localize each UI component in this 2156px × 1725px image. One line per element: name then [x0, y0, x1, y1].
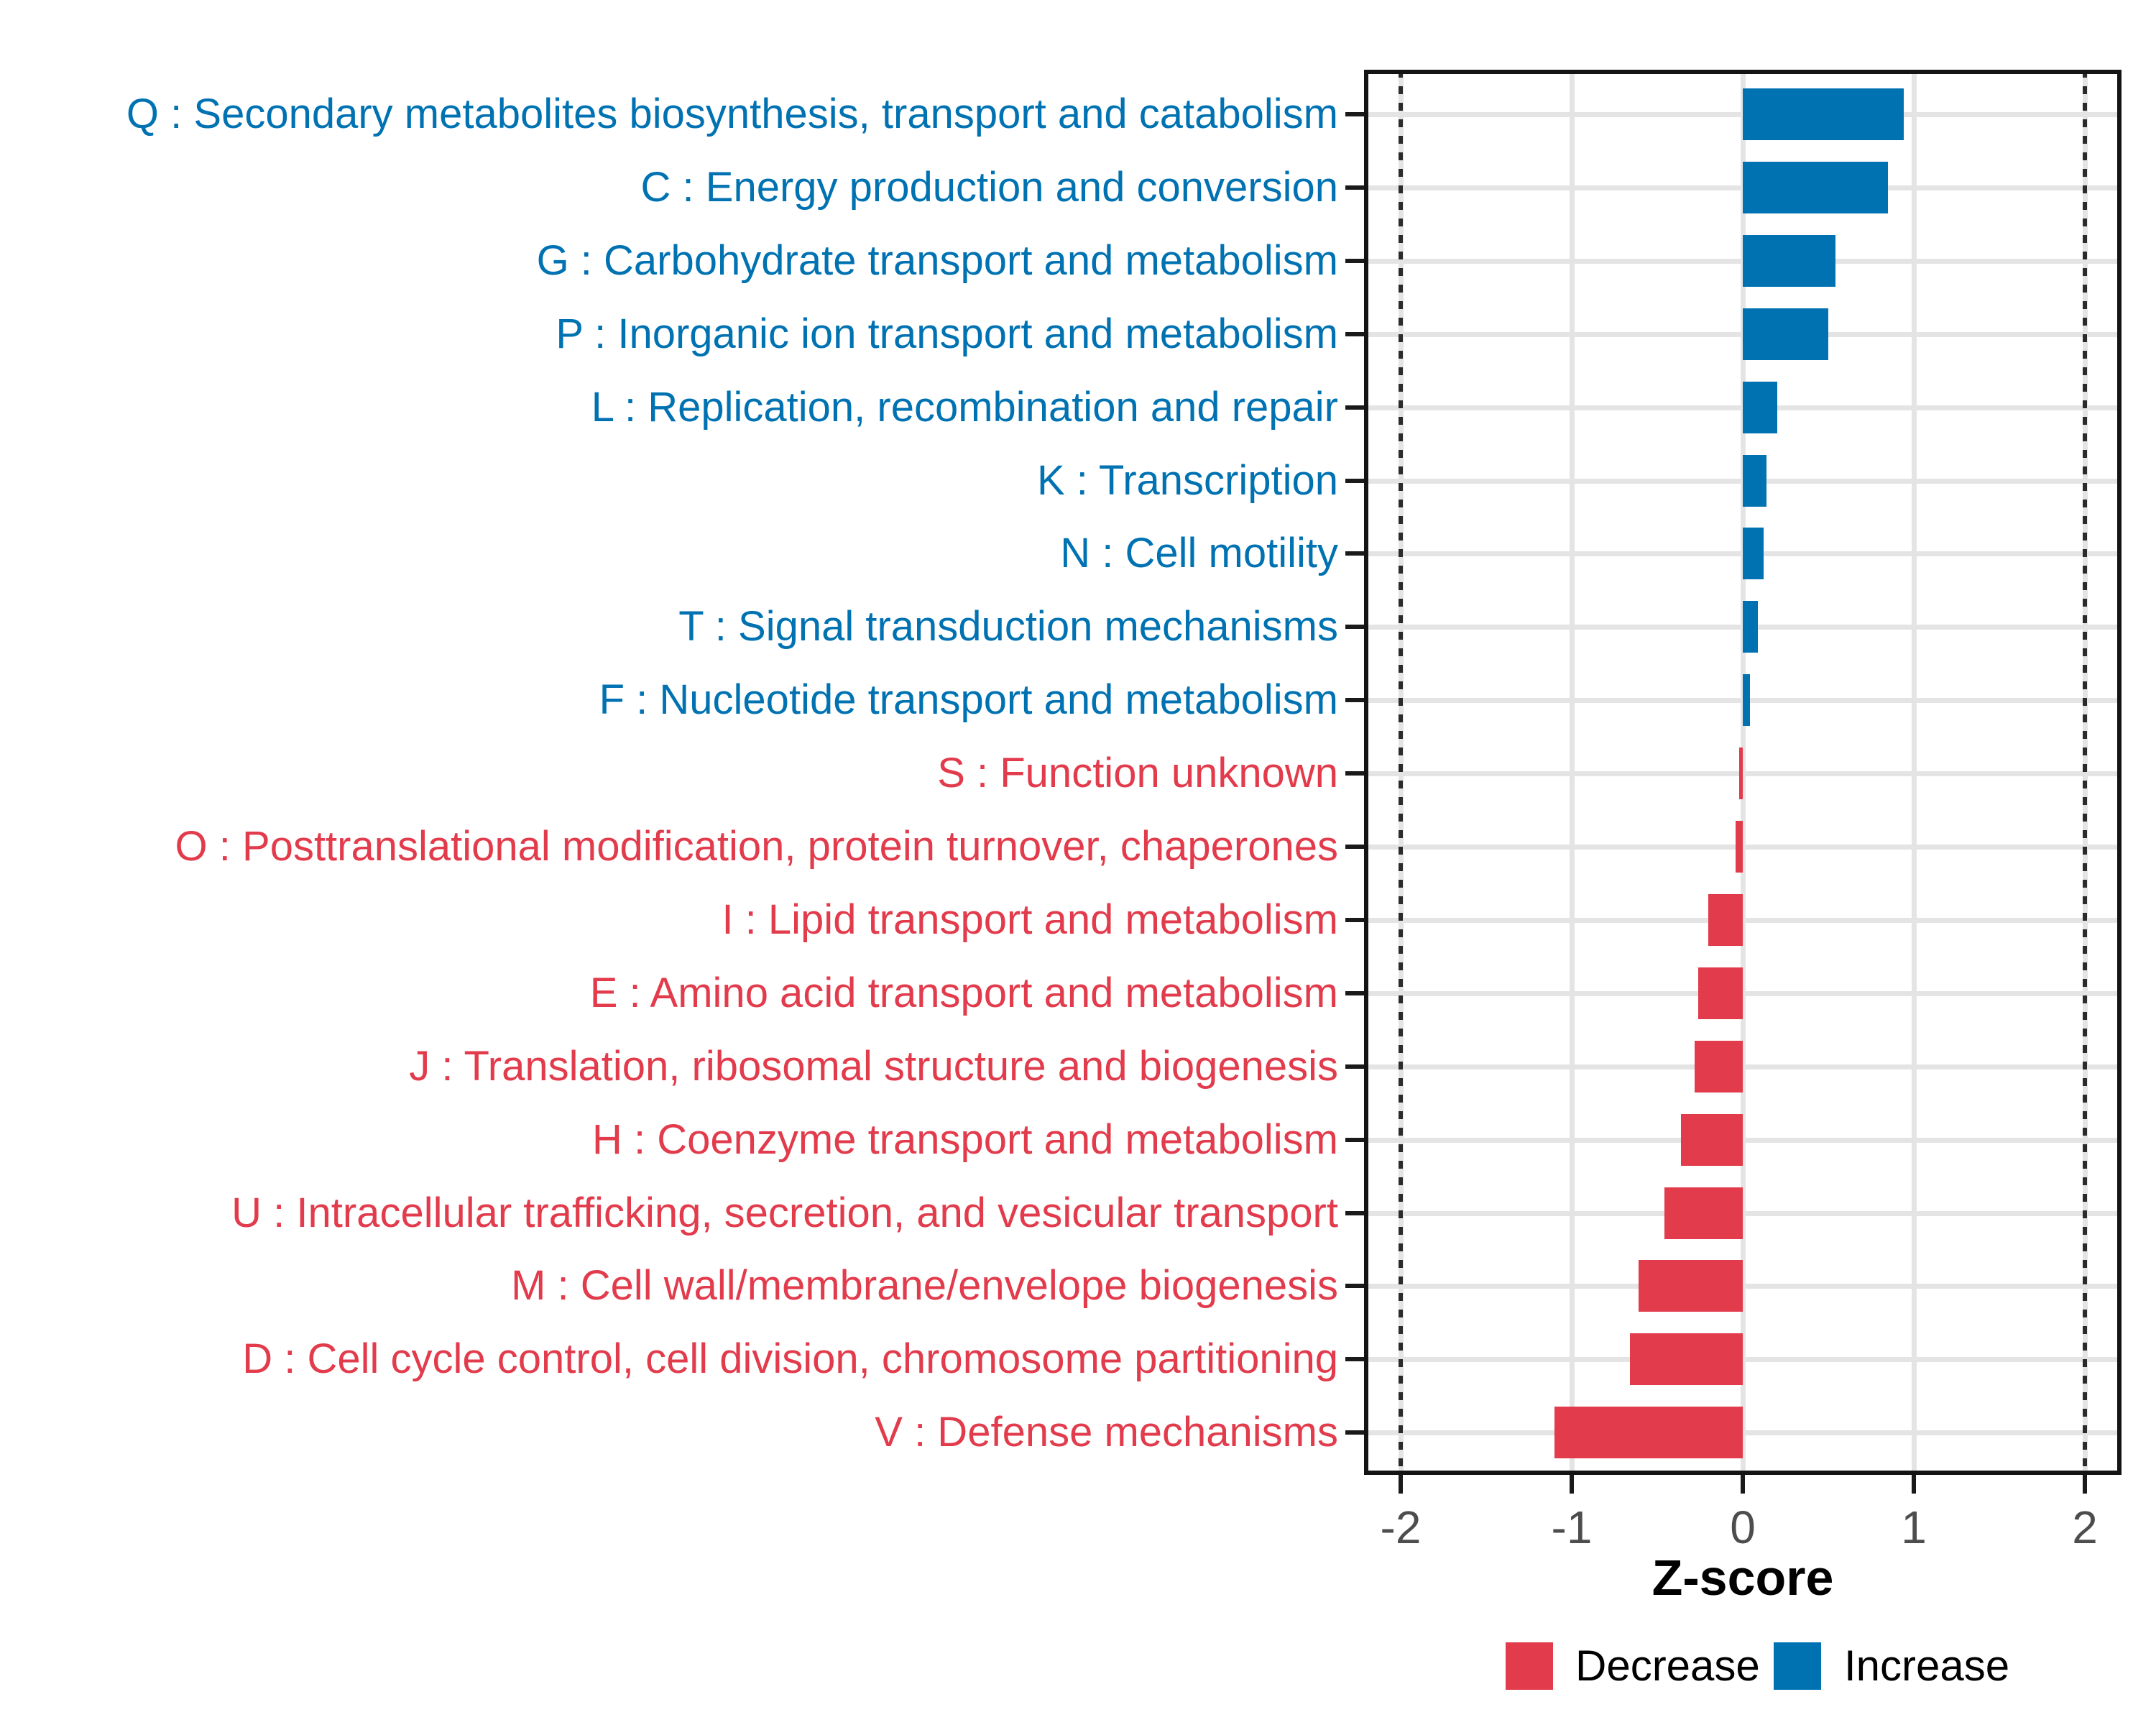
y-axis-tick — [1345, 1138, 1364, 1142]
category-label-J: J : Translation, ribosomal structure and biogenesis — [409, 1042, 1338, 1090]
category-label-C: C : Energy production and conversion — [640, 163, 1338, 211]
legend-label-decrease: Decrease — [1575, 1642, 1760, 1690]
y-axis-tick — [1345, 1430, 1364, 1435]
y-axis-tick — [1345, 625, 1364, 629]
y-axis-tick — [1345, 1211, 1364, 1215]
y-axis-tick — [1345, 405, 1364, 410]
y-axis-tick — [1345, 332, 1364, 336]
category-label-D: D : Cell cycle control, cell division, chromosome partitioning — [242, 1335, 1338, 1383]
x-axis-title: Z-score — [1651, 1550, 1834, 1606]
plot-panel-border — [1364, 70, 2122, 1475]
x-axis-tick-label: -1 — [1551, 1501, 1593, 1553]
category-label-I: I : Lipid transport and metabolism — [722, 896, 1338, 943]
category-label-O: O : Posttranslational modification, protein turnover, chaperones — [175, 823, 1338, 870]
category-label-S: S : Function unknown — [937, 750, 1338, 797]
x-axis-tick — [1399, 1475, 1403, 1494]
y-axis-tick — [1345, 771, 1364, 776]
y-axis-tick — [1345, 991, 1364, 995]
category-label-U: U : Intracellular trafficking, secretion, and vesicular transport — [231, 1189, 1338, 1236]
category-label-G: G : Carbohydrate transport and metabolism — [536, 236, 1338, 284]
category-label-K: K : Transcription — [1036, 456, 1338, 504]
y-axis-tick — [1345, 479, 1364, 483]
x-axis-tick-label: -2 — [1380, 1501, 1422, 1553]
y-axis-tick — [1345, 918, 1364, 922]
y-axis-tick — [1345, 1284, 1364, 1288]
category-label-L: L : Replication, recombination and repair — [591, 383, 1338, 431]
y-axis-tick — [1345, 259, 1364, 263]
category-label-M: M : Cell wall/membrane/envelope biogenesis — [511, 1262, 1338, 1310]
x-axis-tick-label: 0 — [1730, 1501, 1756, 1553]
x-axis-tick — [1912, 1475, 1916, 1494]
y-axis-tick — [1345, 845, 1364, 849]
legend-label-increase: Increase — [1844, 1642, 2010, 1690]
category-label-N: N : Cell motility — [1060, 530, 1338, 577]
legend-swatch-increase — [1774, 1642, 1821, 1690]
y-axis-tick — [1345, 112, 1364, 116]
category-label-T: T : Signal transduction mechanisms — [678, 603, 1338, 650]
y-axis-tick — [1345, 1064, 1364, 1069]
category-label-F: F : Nucleotide transport and metabolism — [599, 676, 1338, 724]
x-axis-tick — [2083, 1475, 2087, 1494]
category-label-E: E : Amino acid transport and metabolism — [589, 969, 1338, 1016]
category-label-Q: Q : Secondary metabolites biosynthesis, transport and catabolism — [126, 91, 1338, 137]
legend — [1495, 1639, 2084, 1693]
x-axis-tick-label: 2 — [2072, 1501, 2098, 1553]
category-label-H: H : Coenzyme transport and metabolism — [592, 1116, 1338, 1163]
y-axis-tick — [1345, 551, 1364, 556]
y-axis-tick — [1345, 1357, 1364, 1361]
x-axis-tick — [1570, 1475, 1574, 1494]
x-axis-tick-label: 1 — [1901, 1501, 1927, 1553]
legend-swatch-decrease — [1506, 1642, 1553, 1690]
y-axis-tick — [1345, 185, 1364, 190]
category-label-P: P : Inorganic ion transport and metabolism — [556, 310, 1338, 357]
category-label-V: V : Defense mechanisms — [875, 1409, 1338, 1456]
y-axis-tick — [1345, 698, 1364, 702]
x-axis-tick — [1741, 1475, 1745, 1494]
